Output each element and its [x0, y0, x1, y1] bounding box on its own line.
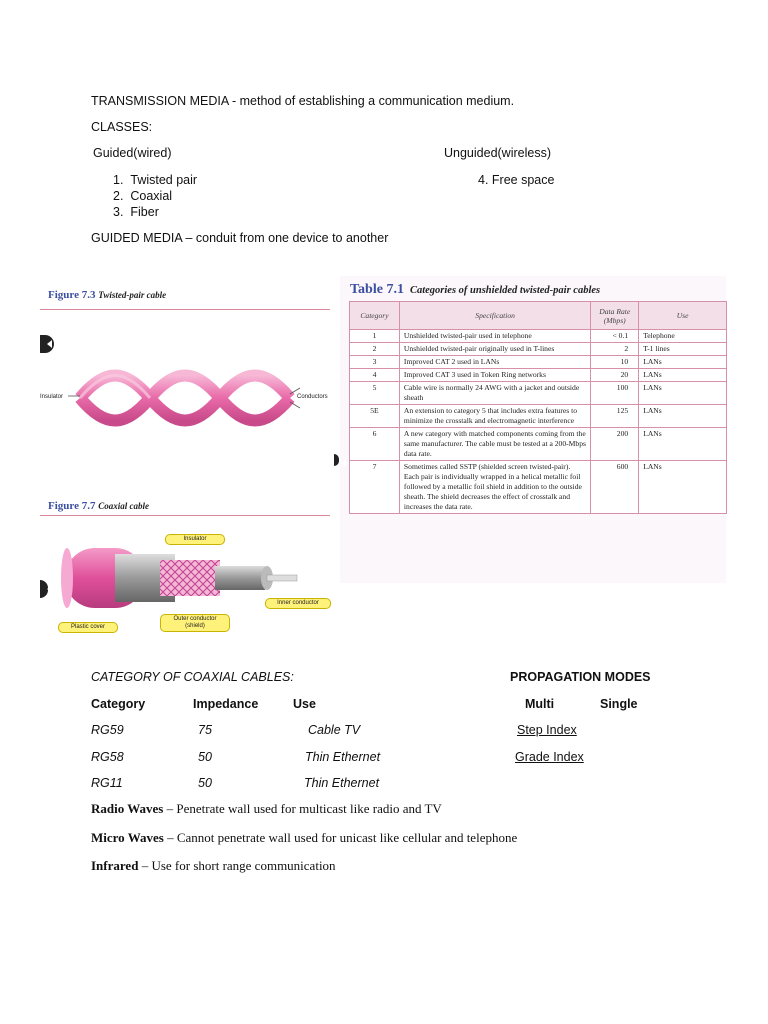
coax-col-impedance: Impedance — [193, 697, 259, 711]
coax-row-use: Thin Ethernet — [305, 750, 381, 764]
unguided-item-4: 4. Free space — [478, 173, 555, 187]
cell-use: LANs — [639, 369, 727, 382]
cell-cat: 2 — [350, 343, 400, 356]
coax-col-category: Category — [91, 697, 146, 711]
prev-page-arrow[interactable] — [40, 335, 54, 353]
coax-row-cat: RG59 — [91, 723, 124, 737]
classes-label: CLASSES: — [91, 120, 153, 134]
cell-spec: Improved CAT 3 used in Token Ring networks — [399, 369, 590, 382]
coax-insulator-label: Insulator — [165, 534, 225, 545]
cell-rate: 2 — [591, 343, 639, 356]
conductors-label: Conductors — [297, 394, 328, 400]
cell-spec: A new category with matched components coming from the same manufacturer. The cable must be tested at a 200-Mbps data rate. — [399, 428, 590, 461]
table-row — [350, 330, 727, 343]
cell-use: Telephone — [639, 330, 727, 343]
cell-spec: Unshielded twisted-pair originally used in T-lines — [399, 343, 590, 356]
col-specification: Specification — [399, 302, 590, 330]
cell-spec: Sometimes called SSTP (shielded screen twisted-pair). Each pair is individually wrapped in a helical metallic foil followed by a metallic foil shield in addition to the outside sheath. The shield decreases the effect of crosstalk and increases the data rate. — [399, 461, 590, 514]
cell-cat: 6 — [350, 428, 400, 461]
table-title: Table 7.1 Categories of unshielded twisted-pair cables — [350, 282, 601, 297]
cell-spec: Cable wire is normally 24 AWG with a jacket and outside sheath — [399, 382, 590, 405]
cell-use: LANs — [639, 382, 727, 405]
infrared-line: Infrared – Use for short range communication — [91, 858, 336, 873]
unguided-heading: Unguided(wireless) — [444, 146, 551, 160]
inner-conductor-label: Inner conductor — [265, 598, 331, 609]
guided-heading: Guided(wired) — [93, 146, 172, 160]
plastic-cover-label: Plastic cover — [58, 622, 118, 633]
cell-rate: < 0.1 — [591, 330, 639, 343]
micro-waves-line: Micro Waves – Cannot penetrate wall used for unicast like cellular and telephone — [91, 830, 518, 845]
coax-row-use: Thin Ethernet — [304, 776, 380, 790]
guided-item-1: 1. Twisted pair — [113, 173, 198, 187]
twisted-pair-illustration — [60, 358, 320, 433]
cell-use: LANs — [639, 428, 727, 461]
outer-conductor-label: Outer conductor (shield) — [160, 614, 230, 632]
side-arrow[interactable] — [334, 454, 339, 466]
cell-cat: 1 — [350, 330, 400, 343]
guided-media-line: GUIDED MEDIA – conduit from one device to another — [91, 231, 389, 245]
coax-col-use: Use — [293, 697, 316, 711]
propagation-heading: PROPAGATION MODES — [510, 670, 651, 684]
table-row — [350, 428, 727, 461]
radio-waves-line: Radio Waves – Penetrate wall used for multicast like radio and TV — [91, 801, 442, 816]
table-row — [350, 356, 727, 369]
cell-cat: 5E — [350, 405, 400, 428]
coax-row-imp: 50 — [198, 776, 212, 790]
cell-rate: 20 — [591, 369, 639, 382]
cell-spec: Unshielded twisted-pair used in telephone — [399, 330, 590, 343]
cell-spec: Improved CAT 2 used in LANs — [399, 356, 590, 369]
utp-categories-table — [349, 301, 727, 514]
prev-arrow-small[interactable] — [40, 580, 48, 598]
cell-rate: 600 — [591, 461, 639, 514]
guided-item-2: 2. Coaxial — [113, 189, 173, 203]
cell-rate: 100 — [591, 382, 639, 405]
cell-use: LANs — [639, 405, 727, 428]
figure-7-7-title: Figure 7.7 Coaxial cable — [48, 500, 149, 512]
coax-row-imp: 50 — [198, 750, 212, 764]
step-index-link[interactable]: Step Index — [517, 723, 577, 737]
cell-spec: An extension to category 5 that includes extra features to minimize the crosstalk and electromagnetic interference — [399, 405, 590, 428]
cell-cat: 5 — [350, 382, 400, 405]
coax-heading: CATEGORY OF COAXIAL CABLES: — [91, 670, 294, 684]
table-row — [350, 461, 727, 514]
col-category: Category — [350, 302, 400, 330]
cell-use: LANs — [639, 356, 727, 369]
cell-use: T-1 lines — [639, 343, 727, 356]
cell-cat: 4 — [350, 369, 400, 382]
table-row — [350, 369, 727, 382]
table-row — [350, 405, 727, 428]
cell-cat: 7 — [350, 461, 400, 514]
coax-row-cat: RG58 — [91, 750, 124, 764]
guided-item-3: 3. Fiber — [113, 205, 159, 219]
table-row — [350, 382, 727, 405]
coax-row-cat: RG11 — [91, 776, 123, 790]
figure-divider — [40, 309, 330, 310]
cell-cat: 3 — [350, 356, 400, 369]
table-header-row — [350, 302, 727, 330]
coax-row-use: Cable TV — [308, 723, 361, 737]
propagation-multi: Multi — [525, 697, 555, 711]
col-data-rate: Data Rate (Mbps) — [591, 302, 639, 330]
cell-rate: 10 — [591, 356, 639, 369]
figure-7-3-title: Figure 7.3 Twisted-pair cable — [48, 289, 167, 301]
coax-row-imp: 75 — [198, 723, 212, 737]
insulator-label: Insulator — [40, 394, 64, 400]
col-use: Use — [639, 302, 727, 330]
propagation-single: Single — [600, 697, 638, 711]
cell-rate: 200 — [591, 428, 639, 461]
intro-line: TRANSMISSION MEDIA - method of establishing a communication medium. — [91, 94, 515, 108]
figure-divider-2 — [40, 515, 330, 516]
cell-use: LANs — [639, 461, 727, 514]
table-row — [350, 343, 727, 356]
cell-rate: 125 — [591, 405, 639, 428]
grade-index-link[interactable]: Grade Index — [515, 750, 584, 764]
